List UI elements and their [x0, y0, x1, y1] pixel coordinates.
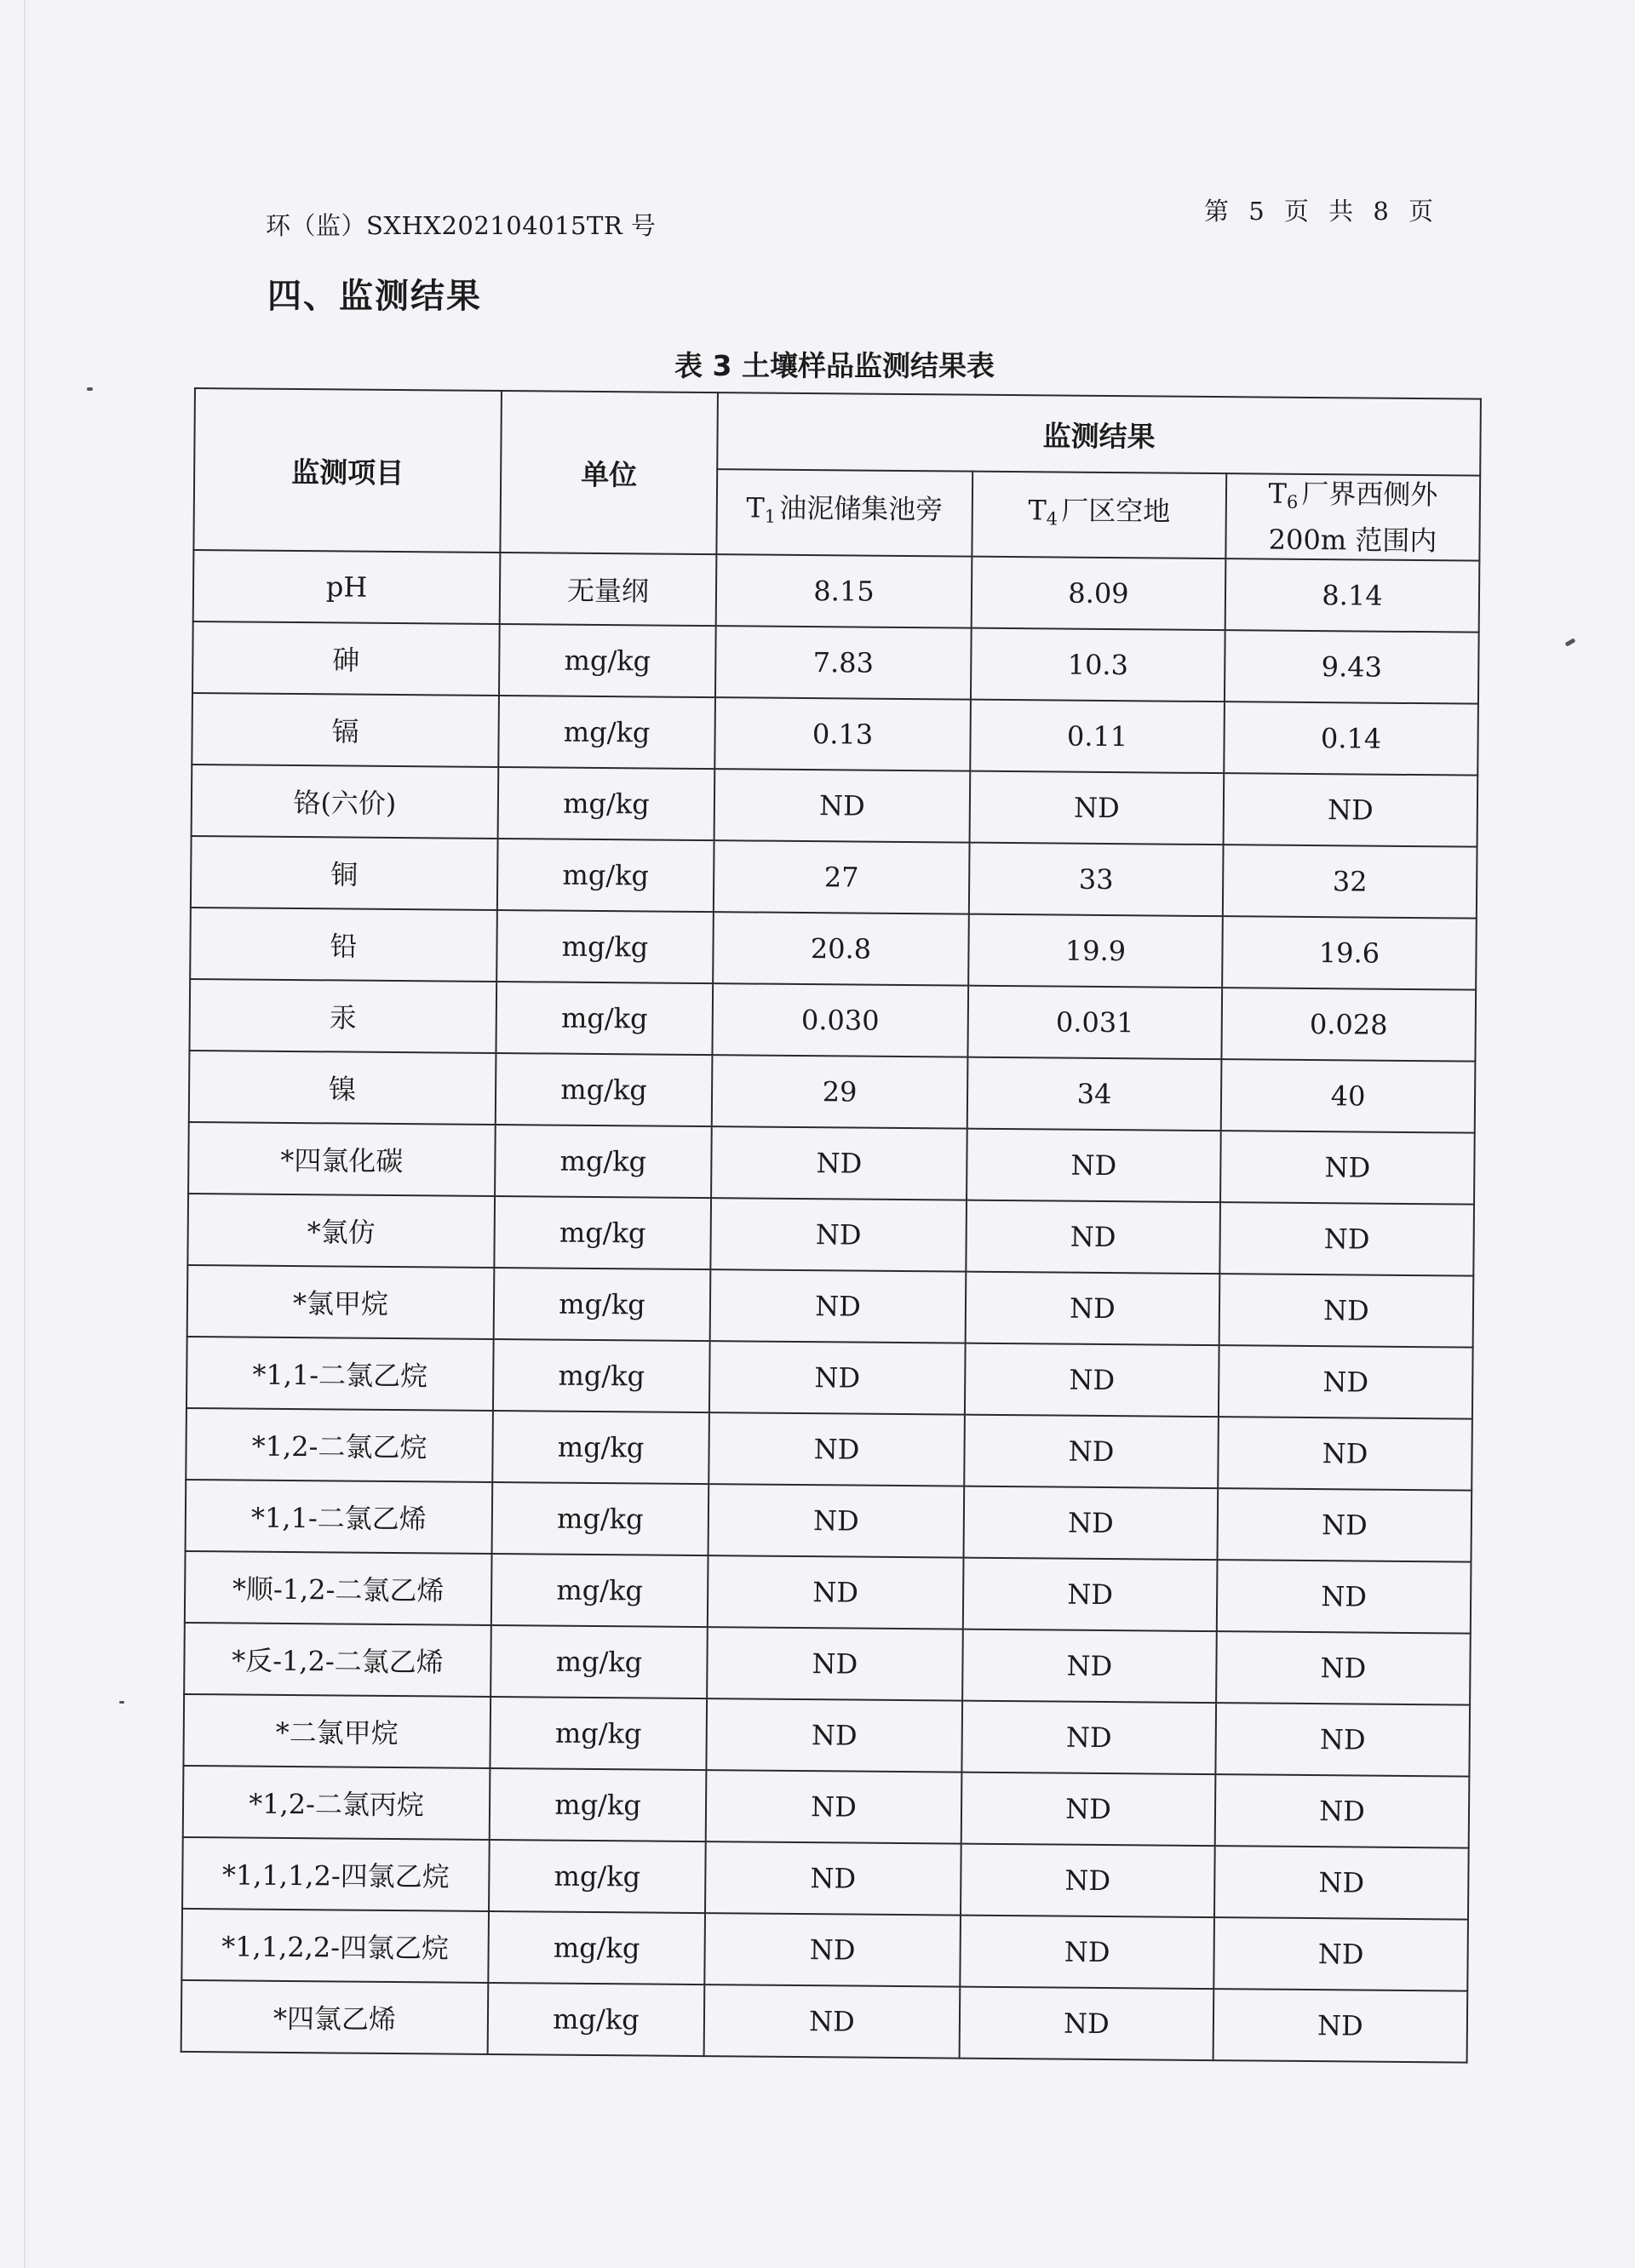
cell-value-t1: ND [706, 1770, 962, 1844]
section-heading: 四、监测结果 [267, 277, 482, 316]
cell-value-t4: ND [970, 771, 1225, 845]
header-point-t4 [972, 472, 1226, 558]
header-point-t1 [716, 469, 972, 557]
cell-unit: mg/kg [494, 1196, 711, 1269]
point-subscript: 1 [764, 506, 777, 527]
point-prefix: T [1268, 477, 1288, 510]
table-row [186, 1408, 1472, 1491]
point-subscript: 6 [1286, 491, 1299, 513]
cell-value-t4: ND [961, 1844, 1215, 1917]
point-subscript: 4 [1046, 508, 1058, 530]
cell-value-t1: ND [706, 1698, 962, 1773]
table-row [189, 979, 1476, 1062]
cell-value-t4: ND [966, 1272, 1220, 1345]
cell-item: *1,2-二氯丙烷 [183, 1766, 490, 1840]
cell-unit: mg/kg [488, 1983, 705, 2056]
cell-value-t6: ND [1215, 1703, 1470, 1776]
results-table [181, 387, 1482, 2064]
cell-value-t6: 32 [1223, 845, 1477, 918]
cell-value-t6: ND [1213, 1917, 1468, 1990]
cell-unit: mg/kg [499, 624, 716, 697]
cell-value-t6: 0.14 [1224, 702, 1478, 775]
cell-unit: mg/kg [496, 910, 714, 983]
cell-value-t1: ND [711, 1126, 967, 1200]
cell-value-t4: ND [961, 1773, 1216, 1846]
table-row [189, 1051, 1476, 1133]
cell-value-t6: ND [1214, 1846, 1469, 1919]
cell-value-t6: 9.43 [1225, 630, 1479, 703]
cell-value-t4: ND [965, 1343, 1219, 1417]
point-label: 厂界西侧外 [1301, 477, 1438, 512]
cell-value-t6: ND [1220, 1131, 1475, 1204]
table-row [182, 1837, 1469, 1920]
cell-value-t1: ND [710, 1269, 967, 1343]
cell-value-t4: 10.3 [971, 628, 1225, 702]
cell-value-t4: ND [962, 1629, 1217, 1703]
cell-item: pH [193, 550, 501, 624]
cell-item: *1,1-二氯乙烷 [186, 1337, 494, 1411]
table-row [191, 836, 1477, 919]
point-prefix: T [1028, 494, 1047, 527]
cell-value-t4: 19.9 [968, 914, 1223, 988]
cell-item: *二氯甲烷 [183, 1694, 490, 1768]
cell-item: *1,1-二氯乙烯 [186, 1480, 493, 1554]
cell-value-t1: 7.83 [715, 626, 972, 700]
cell-item: 镉 [192, 693, 499, 767]
cell-unit: mg/kg [496, 982, 713, 1055]
cell-value-t1: ND [708, 1412, 965, 1486]
cell-unit: mg/kg [490, 1625, 708, 1698]
cell-item: *氯甲烷 [187, 1265, 495, 1339]
cell-item: 铅 [190, 908, 497, 982]
cell-value-t1: 27 [714, 840, 970, 914]
cell-item: *四氯化碳 [188, 1122, 496, 1196]
header-point-t6 [1225, 473, 1480, 560]
cell-value-t1: 0.13 [714, 697, 971, 771]
table-caption: 表 3 土壤样品监测结果表 [674, 349, 995, 382]
cell-unit: mg/kg [488, 1911, 705, 1984]
scan-speck [1565, 638, 1576, 646]
cell-item: *1,1,1,2-四氯乙烷 [182, 1837, 490, 1911]
cell-value-t4: ND [966, 1200, 1220, 1274]
cell-value-t6: ND [1215, 1774, 1470, 1847]
cell-value-t4: ND [964, 1415, 1219, 1488]
cell-item: *1,2-二氯乙烷 [186, 1408, 493, 1482]
cell-value-t4: 8.09 [972, 557, 1226, 630]
point-label-line2: 200m 范围内 [1268, 523, 1437, 558]
cell-item: 铜 [191, 836, 498, 910]
cell-value-t1: ND [710, 1198, 967, 1272]
cell-item: *氯仿 [187, 1194, 495, 1268]
table-row [186, 1480, 1472, 1562]
table-row [181, 1909, 1468, 1991]
cell-value-t6: 40 [1221, 1059, 1476, 1132]
cell-value-t1: ND [704, 1913, 961, 1987]
cell-value-t6: ND [1218, 1488, 1472, 1561]
cell-value-t4: 0.11 [970, 700, 1225, 773]
table-row [193, 550, 1480, 633]
point-label: 油泥储集池旁 [779, 491, 944, 526]
header-results: 监测结果 [717, 392, 1481, 476]
cell-unit: mg/kg [496, 1053, 713, 1126]
cell-item: *1,1,2,2-四氯乙烷 [181, 1909, 489, 1983]
point-label: 厂区空地 [1061, 494, 1171, 528]
page-number: 第 5 页 共 8 页 [1204, 197, 1437, 226]
cell-unit: mg/kg [495, 1125, 712, 1198]
cell-value-t4: ND [961, 1701, 1216, 1774]
cell-value-t1: ND [709, 1341, 966, 1415]
table-row [185, 1551, 1472, 1634]
cell-value-t4: ND [967, 1129, 1221, 1202]
table-row [186, 1337, 1473, 1419]
cell-value-t1: 8.15 [716, 554, 972, 628]
cell-unit: mg/kg [494, 1268, 711, 1341]
scan-edge-line [24, 0, 26, 2268]
cell-value-t4: ND [964, 1486, 1219, 1560]
cell-value-t1: 29 [712, 1055, 968, 1129]
document-number: 环（监）SXHX202104015TR 号 [266, 211, 657, 240]
cell-value-t6: ND [1219, 1274, 1474, 1347]
cell-value-t4: 0.031 [967, 986, 1222, 1059]
table-row [192, 765, 1478, 847]
cell-value-t4: ND [960, 1987, 1214, 2060]
cell-unit: mg/kg [498, 696, 715, 769]
table-row [187, 1194, 1474, 1276]
cell-unit: mg/kg [490, 1768, 707, 1841]
cell-value-t6: ND [1218, 1417, 1472, 1490]
cell-value-t6: ND [1219, 1345, 1473, 1418]
cell-item: *四氯乙烯 [181, 1980, 489, 2054]
cell-unit: mg/kg [489, 1840, 706, 1913]
cell-value-t1: ND [707, 1627, 963, 1701]
cell-item: 汞 [189, 979, 496, 1053]
cell-value-t1: ND [705, 1841, 961, 1916]
scan-speck [87, 387, 93, 391]
header-item: 监测项目 [193, 388, 502, 553]
cell-unit: mg/kg [492, 1482, 709, 1555]
cell-value-t4: 34 [967, 1057, 1222, 1131]
cell-value-t6: 19.6 [1222, 916, 1477, 989]
cell-item: *反-1,2-二氯乙烯 [184, 1623, 491, 1697]
cell-value-t1: ND [708, 1484, 965, 1558]
cell-unit: mg/kg [492, 1411, 709, 1484]
cell-item: 砷 [192, 621, 500, 696]
cell-value-t1: ND [704, 1984, 961, 2059]
table-row [192, 621, 1479, 704]
cell-item: *顺-1,2-二氯乙烯 [185, 1551, 492, 1625]
cell-value-t4: 33 [969, 843, 1224, 916]
cell-value-t6: 8.14 [1225, 558, 1480, 632]
cell-item: 铬(六价) [192, 765, 499, 839]
cell-unit: mg/kg [498, 767, 715, 840]
table-row [192, 693, 1478, 776]
table-body [181, 550, 1480, 2063]
table-row [181, 1980, 1468, 2063]
table-row [190, 908, 1477, 990]
cell-value-t1: ND [708, 1555, 964, 1629]
cell-value-t1: ND [714, 769, 971, 843]
cell-value-t1: 20.8 [713, 912, 969, 986]
cell-value-t1: 0.030 [712, 983, 968, 1057]
cell-value-t4: ND [960, 1916, 1214, 1989]
table-row [187, 1265, 1474, 1348]
cell-value-t6: ND [1213, 1989, 1468, 2062]
cell-unit: 无量纲 [500, 553, 717, 626]
table-row [183, 1766, 1470, 1848]
table-row [184, 1623, 1471, 1705]
cell-unit: mg/kg [490, 1697, 707, 1770]
table-row [183, 1694, 1470, 1777]
cell-value-t6: 0.028 [1221, 988, 1476, 1061]
table-row [188, 1122, 1475, 1205]
cell-value-t6: ND [1216, 1631, 1471, 1704]
header-unit: 单位 [500, 391, 718, 554]
cell-value-t6: ND [1219, 1202, 1474, 1275]
cell-unit: mg/kg [497, 839, 714, 912]
cell-unit: mg/kg [493, 1339, 710, 1412]
cell-value-t6: ND [1217, 1560, 1472, 1633]
scan-speck [119, 1701, 124, 1704]
point-prefix: T [746, 491, 765, 524]
cell-value-t6: ND [1224, 773, 1478, 846]
cell-unit: mg/kg [491, 1554, 708, 1627]
cell-item: 镍 [189, 1051, 496, 1125]
cell-value-t4: ND [963, 1558, 1218, 1631]
